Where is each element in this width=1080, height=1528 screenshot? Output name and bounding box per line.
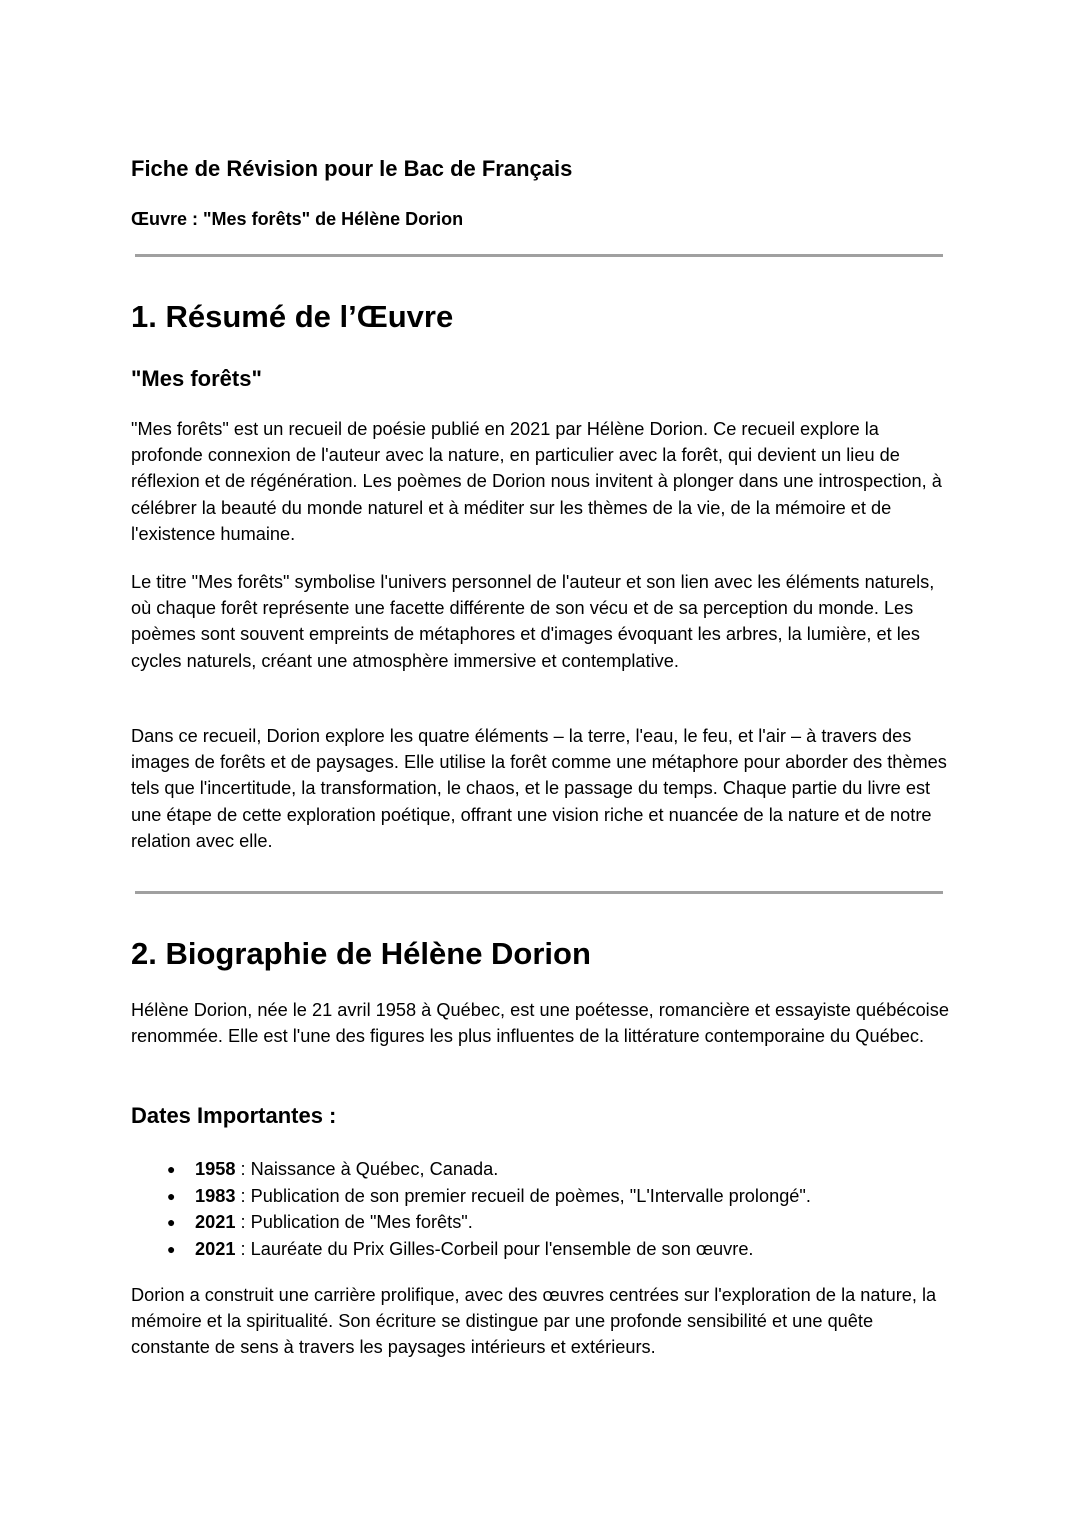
resume-paragraph-3: Dans ce recueil, Dorion explore les quatre éléments – la terre, l'eau, le feu, et l'air – à travers des images de forêts et de paysages. Elle utilise la forêt comme une métaphore pour aborder des thèmes tels que l'incertitude, la transformation, le chaos, et le passage du temps. Chaque partie du livre est une étape de cette exploration poétique, offrant une vision riche et nuancée de la nature et de notre relation avec elle. (131, 726, 947, 851)
date-text: : Publication de son premier recueil de poèmes, "L'Intervalle prolongé". (235, 1185, 811, 1206)
resume-paragraph-2: Le titre "Mes forêts" symbolise l'univers personnel de l'auteur et son lien avec les éléments naturels, où chaque forêt représente une facette différente de son vécu et de sa perception du monde. Les poèmes sont souvent empreints de métaphores et d'images évoquant les arbres, la lumière, et les cycles naturels, créant une atmosphère immersive et contemplative. (131, 572, 935, 671)
divider-top (135, 254, 943, 257)
date-year: 2021 (195, 1238, 236, 1259)
date-year: 1983 (195, 1185, 236, 1206)
document-subtitle: Œuvre : "Mes forêts" de Hélène Dorion (131, 209, 464, 229)
list-item (131, 1156, 811, 1183)
bullet-icon: ● (167, 1187, 176, 1204)
biographie-closing: Dorion a construit une carrière prolifique, avec des œuvres centrées sur l'exploration de la nature, la mémoire et la spiritualité. Son écriture se distingue par une profonde sensibilité et une quête constante de sens à travers les paysages intérieurs et extérieurs. (131, 1285, 937, 1358)
subheading-mes-forets: "Mes forêts" (131, 366, 262, 391)
list-item (131, 1183, 811, 1210)
document-title: Fiche de Révision pour le Bac de Français (131, 156, 573, 181)
divider-middle (135, 891, 943, 894)
date-text: : Publication de "Mes forêts". (235, 1212, 473, 1232)
document-page (131, 0, 951, 1528)
list-item (131, 1209, 811, 1236)
list-item (131, 1236, 811, 1263)
date-text: : Naissance à Québec, Canada. (235, 1159, 499, 1179)
bullet-icon: ● (167, 1214, 176, 1230)
date-text: : Lauréate du Prix Gilles-Corbeil pour l'ensemble de son œuvre. (235, 1238, 754, 1259)
section-heading-resume: 1. Résumé de l’Œuvre (131, 299, 454, 334)
bullet-icon: ● (167, 1161, 176, 1177)
date-year: 2021 (195, 1212, 236, 1232)
date-year: 1958 (195, 1159, 236, 1179)
subheading-dates-importantes: Dates Importantes : (131, 1103, 337, 1128)
resume-paragraph-1: "Mes forêts" est un recueil de poésie publié en 2021 par Hélène Dorion. Ce recueil explore la profonde connexion de l'auteur avec la nature, en particulier avec la forêt, qui devient un lieu de réflexion et de régénération. Les poèmes de Dorion nous invitent à plonger dans une introspection, à célébrer la beauté du monde naturel et à méditer sur les thèmes de la vie, de la mémoire et de l'existence humaine. (131, 419, 942, 544)
dates-list (131, 1156, 811, 1262)
biographie-intro: Hélène Dorion, née le 21 avril 1958 à Québec, est une poétesse, romancière et essayiste québécoise renommée. Elle est l'une des figures les plus influentes de la littérature contemporaine du Québec. (131, 1000, 949, 1047)
bullet-icon: ● (167, 1240, 176, 1257)
section-heading-biographie: 2. Biographie de Hélène Dorion (131, 936, 591, 971)
